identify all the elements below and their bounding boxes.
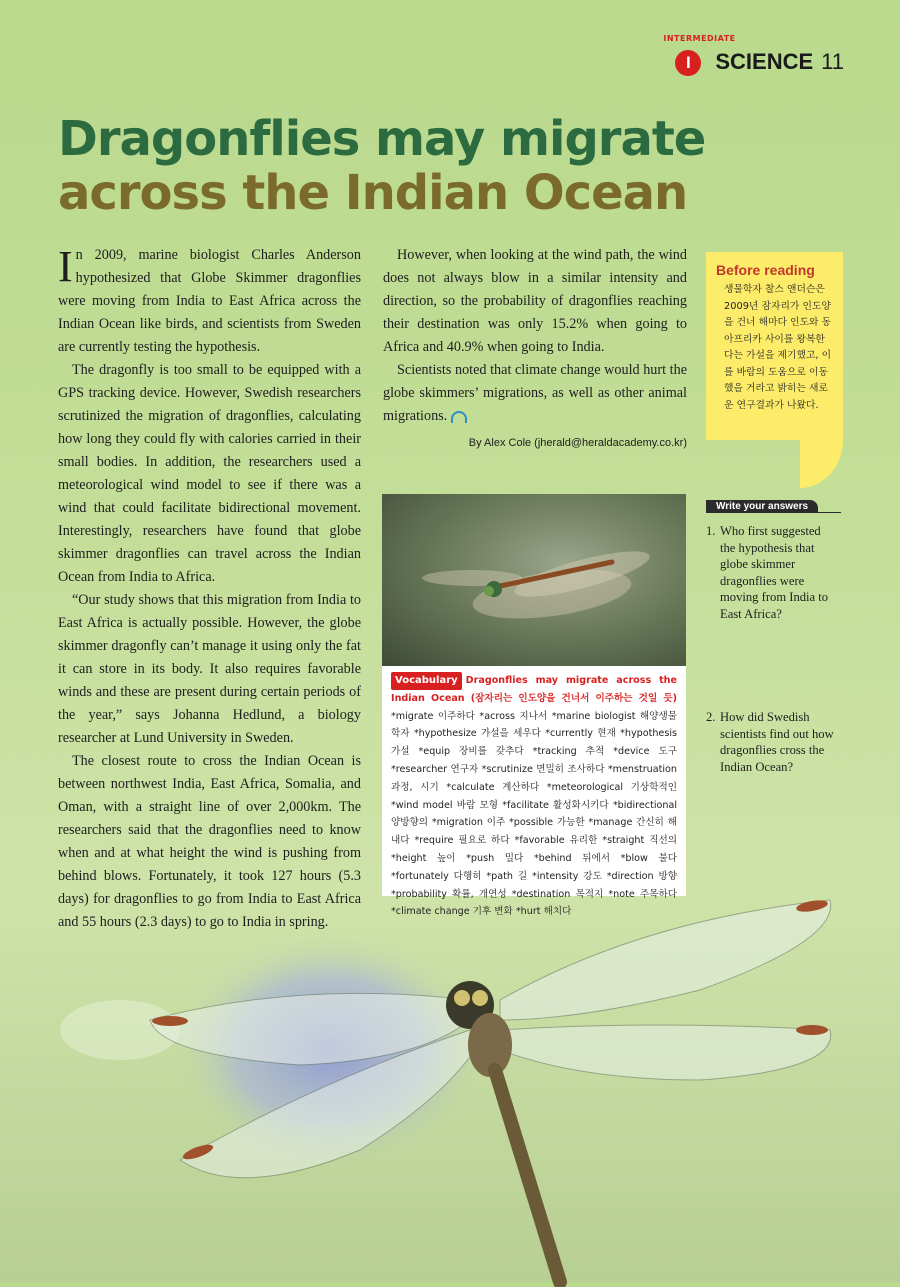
paragraph-6-text: Scientists noted that climate change would hurt the globe skimmers’ migrations, as well as other animal migrations. <box>383 362 687 424</box>
before-reading-box <box>706 252 843 440</box>
vocabulary-title: Dragonflies may migrate across the Indian Ocean (잠자리는 인도양을 건너서 이주하는 것일 듯) <box>391 675 677 704</box>
paragraph-6 <box>383 359 687 428</box>
question-1-number: 1. <box>706 524 716 538</box>
level-badge-label: INTERMEDIATE <box>663 34 736 43</box>
paragraph-5: However, when looking at the wind path, the wind does not always blow in a similar intensity and direction, so the probability of dragonflies reaching their destination was only 15.2% when going to Africa and 40.9% when going to India. <box>383 247 687 355</box>
paragraph-1-text: n 2009, marine biologist Charles Anderson hypothesized that Globe Skimmer dragonflies were moving from India to East Africa across the Indian Ocean like birds, and scientists from Sweden are currently testing the hypothesis. <box>58 247 361 355</box>
vocabulary-box <box>382 666 686 918</box>
drop-cap: I <box>58 242 73 291</box>
title-line-2: across the Indian Ocean <box>58 165 688 221</box>
headphone-icon[interactable] <box>451 411 467 423</box>
question-2-text: How did Swedish scientists find out how dragonflies cross the Indian Ocean? <box>720 710 834 774</box>
before-reading-text: 생물학자 찰스 앤더슨은 2009년 잠자리가 인도양을 건너 해마다 인도와 동아프리카 사이를 왕복한다는 가설을 제기했고, 이를 바람의 도움으로 이동했을 거라고 밝히는 새로운 연구결과가 나왔다. <box>724 284 832 411</box>
speech-bubble-tail <box>800 440 843 488</box>
question-2-number: 2. <box>706 710 716 724</box>
dragonfly-photo <box>382 494 686 666</box>
article-title <box>58 112 858 220</box>
article-column-2 <box>383 221 687 455</box>
divider <box>706 512 841 513</box>
paragraph-4: The closest route to cross the Indian Ocean is between northwest India, East Africa, Somalia, and Oman, with a straight line of over 2,000km. The researchers said that the dragonflies need to know when and at what height the wind is pushing from behind blows. Fortunately, it took 127 hours (5.3 days) for dragonflies to go from India to East Africa and 55 hours (2.3 days) to go to India in spring. <box>58 753 361 930</box>
page-number: 11 <box>821 49 844 74</box>
vocabulary-tag: Vocabulary <box>391 672 462 690</box>
byline: By Alex Cole (jherald@heraldacademy.co.kr) <box>468 437 687 449</box>
before-reading-title: Before reading <box>716 262 815 278</box>
write-answers-heading: Write your answers <box>706 500 818 513</box>
article-column-1 <box>58 244 361 934</box>
dragonfly-illustration <box>0 880 900 1282</box>
title-line-1: Dragonflies may migrate <box>58 111 706 167</box>
hand-icon: I <box>675 50 701 76</box>
vocabulary-body: *migrate 이주하다 *across 지나서 *marine biologist 해양생물학자 *hypothesize 가설을 세우다 *currently 현재 *hypothesis 가설 *equip 장비를 갖추다 *tracking 추적 *device 도구 *researcher 연구자 *scrutinize 면밀히 조사하다 *menstruation 과정, 시기 *calculate 계산하다 *meteorological 기상학적인 *wind model 바람 모형 *facilitate 활성화시키다 *bidirectional 양방향의 *migration 이주 *possible 가능한 *manage 간신히 해내다 *require 필요로 하다 *favorable 유리한 *straight 직선의 *height 높이 *push 밀다 *behind 뒤에서 *blow 불다 *fortunately 다행히 *path 길 *intensity 강도 *direction 방향 *probability 확률, 개연성 *destination 목적지 *note 주목하다 *climate change 기후 변화 *hurt 해치다 <box>391 710 677 918</box>
question-2 <box>706 709 836 775</box>
question-1-text: Who first suggested the hypothesis that globe skimmer dragonflies were moving from India to East Africa? <box>720 524 829 621</box>
paragraph-3: “Our study shows that this migration from India to East Africa is actually possible. However, the globe skimmer dragonfly can’t manage it using only the fat it can store in its body. It also requires favorable winds and these are present during certain periods of the year,” says Johanna Hedlund, a biology researcher at Lund University in Sweden. <box>58 592 361 746</box>
question-1 <box>706 523 836 622</box>
level-badge <box>663 34 736 84</box>
paragraph-2: The dragonfly is too small to be equipped with a GPS tracking device. However, Swedish researchers scrutinized the migration of dragonflies, calculating how long they could fly with calories carried in their small bodies. In addition, the researchers used a meteorological wind model to see if there was a wind that could facilitate bidirectional movement. Interestingly, researchers have found that globe skimmer dragonflies can travel across the Indian Ocean from India to Africa. <box>58 362 361 585</box>
page-header <box>663 34 844 84</box>
paragraph-1 <box>58 244 361 359</box>
section-label: SCIENCE <box>715 49 814 74</box>
